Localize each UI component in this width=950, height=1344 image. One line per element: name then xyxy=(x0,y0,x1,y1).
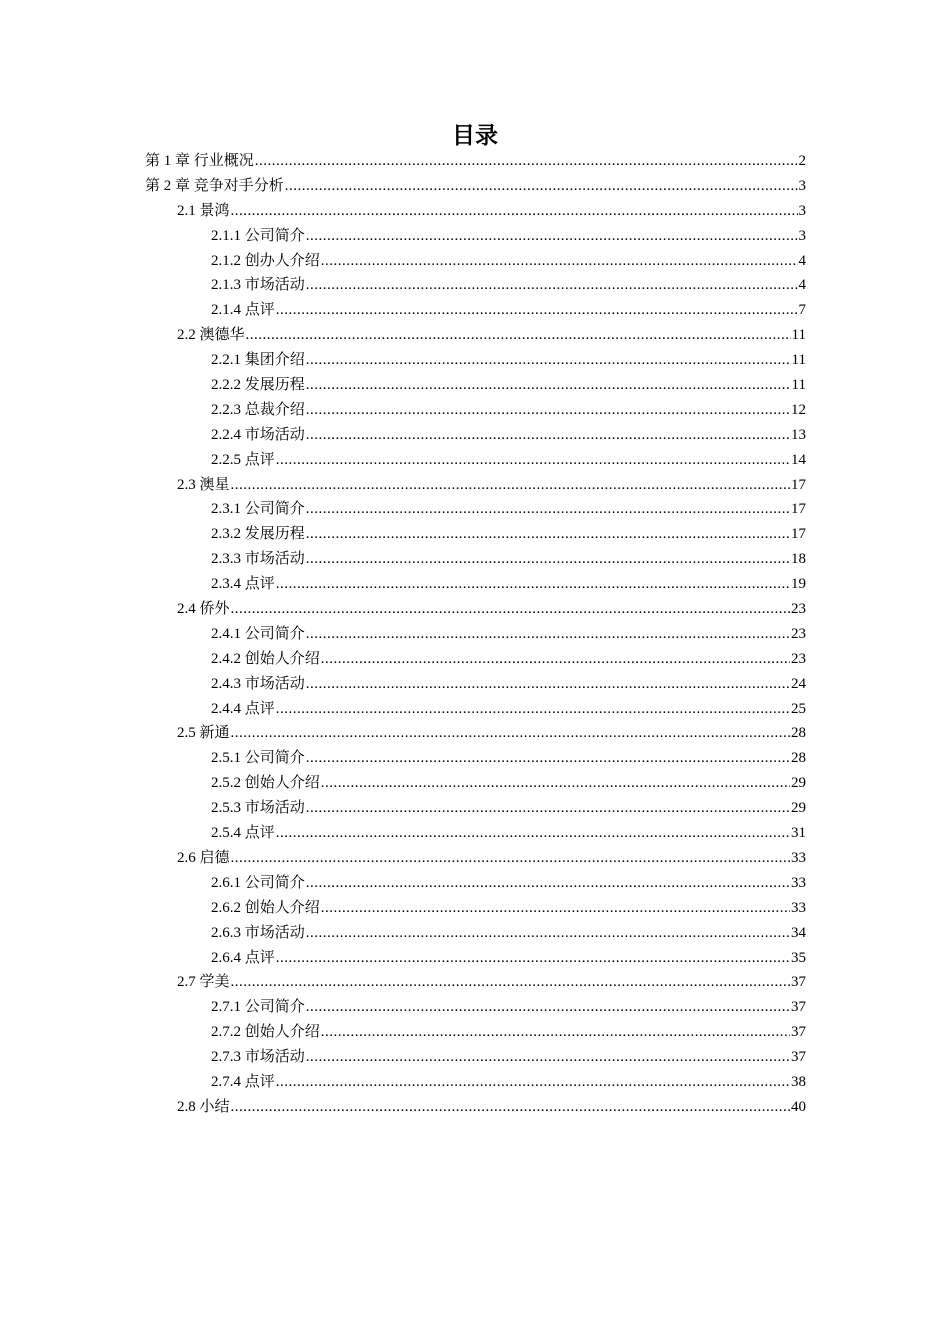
toc-entry-label: 2.4 侨外 xyxy=(177,601,230,618)
toc-entry[interactable] xyxy=(145,522,806,547)
toc-entry[interactable] xyxy=(145,423,806,448)
toc-page-number: 23 xyxy=(791,625,806,642)
toc-entry-label: 第 1 章 行业概况 xyxy=(145,153,254,169)
toc-entry[interactable] xyxy=(145,149,806,174)
toc-page-number: 28 xyxy=(791,725,806,742)
toc-entry-label: 2.3.3 市场活动 xyxy=(211,551,305,568)
toc-dot-leader xyxy=(246,323,791,348)
toc-dot-leader xyxy=(276,697,790,722)
toc-page-number: 17 xyxy=(791,526,806,543)
toc-page-number: 11 xyxy=(791,352,806,369)
toc-page-number: 28 xyxy=(791,750,806,767)
toc-entry-label: 2.6.2 创始人介绍 xyxy=(211,899,320,916)
toc-dot-leader xyxy=(231,1095,790,1120)
toc-entry-label: 2.3.1 公司简介 xyxy=(211,501,305,518)
toc-page-number: 18 xyxy=(791,551,806,568)
toc-entry[interactable] xyxy=(145,647,806,672)
toc-page-number: 37 xyxy=(791,1049,806,1066)
toc-dot-leader xyxy=(306,995,790,1020)
toc-entry[interactable] xyxy=(145,273,806,298)
toc-dot-leader xyxy=(306,373,791,398)
toc-page-number: 12 xyxy=(791,401,806,418)
toc-entry[interactable] xyxy=(145,871,806,896)
toc-dot-leader xyxy=(306,423,790,448)
toc-entry-label: 2.5.3 市场活动 xyxy=(211,800,305,817)
toc-page-number: 3 xyxy=(798,177,806,194)
toc-entry-label: 2.5 新通 xyxy=(177,725,230,742)
toc-entry[interactable] xyxy=(145,672,806,697)
toc-entry-label: 2.5.1 公司简介 xyxy=(211,750,305,767)
toc-entry[interactable] xyxy=(145,174,806,199)
toc-entry[interactable] xyxy=(145,1045,806,1070)
toc-entry-label: 第 2 章 竞争对手分析 xyxy=(145,177,284,194)
toc-page-number: 7 xyxy=(798,302,806,319)
toc-page-number: 17 xyxy=(791,501,806,518)
toc-dot-leader xyxy=(321,896,790,921)
toc-entry[interactable] xyxy=(145,1070,806,1095)
toc-entry-label: 2.2.3 总裁介绍 xyxy=(211,401,305,418)
toc-page-number: 29 xyxy=(791,800,806,817)
toc-entry-label: 2.1.3 市场活动 xyxy=(211,277,305,294)
toc-page-number: 11 xyxy=(791,377,806,394)
toc-page-number: 38 xyxy=(791,1073,806,1090)
toc-page-number: 37 xyxy=(791,999,806,1016)
toc-dot-leader xyxy=(306,348,791,373)
toc-entry[interactable] xyxy=(145,199,806,224)
toc-page-number: 17 xyxy=(791,476,806,493)
toc-page-number: 19 xyxy=(791,576,806,593)
toc-entry-label: 2.4.3 市场活动 xyxy=(211,675,305,692)
toc-page-number: 14 xyxy=(791,451,806,468)
toc-dot-leader xyxy=(306,1045,790,1070)
toc-dot-leader xyxy=(306,398,790,423)
toc-dot-leader xyxy=(276,821,790,846)
toc-page-number: 24 xyxy=(791,675,806,692)
toc-entry[interactable] xyxy=(145,846,806,871)
toc-entry[interactable] xyxy=(145,921,806,946)
toc-entry-label: 2.6.1 公司简介 xyxy=(211,874,305,891)
toc-entry[interactable] xyxy=(145,224,806,249)
toc-entry[interactable] xyxy=(145,821,806,846)
toc-entry[interactable] xyxy=(145,298,806,323)
toc-dot-leader xyxy=(276,946,790,971)
toc-entry-label: 2.7.2 创始人介绍 xyxy=(211,1024,320,1041)
toc-entry-label: 2.1.4 点评 xyxy=(211,302,275,319)
toc-entry[interactable] xyxy=(145,697,806,722)
toc-page-number: 2 xyxy=(798,153,806,169)
toc-page-number: 37 xyxy=(791,1024,806,1041)
toc-entry-label: 2.1.2 创办人介绍 xyxy=(211,252,320,269)
toc-entry-label: 2.4.2 创始人介绍 xyxy=(211,650,320,667)
toc-entry-label: 2.5.4 点评 xyxy=(211,825,275,842)
toc-entry-label: 2.4.4 点评 xyxy=(211,700,275,717)
toc-dot-leader xyxy=(276,572,790,597)
toc-entry-label: 2.3 澳星 xyxy=(177,476,230,493)
toc-entry[interactable] xyxy=(145,796,806,821)
toc-dot-leader xyxy=(321,771,790,796)
toc-dot-leader xyxy=(285,174,798,199)
toc-entry-label: 2.2.5 点评 xyxy=(211,451,275,468)
toc-entry[interactable] xyxy=(145,946,806,971)
toc-entry[interactable] xyxy=(145,721,806,746)
toc-entry-label: 2.7 学美 xyxy=(177,974,230,991)
toc-page-number: 35 xyxy=(791,949,806,966)
toc-dot-leader xyxy=(306,622,790,647)
toc-dot-leader xyxy=(306,796,790,821)
toc-dot-leader xyxy=(306,871,790,896)
toc-entry[interactable] xyxy=(145,348,806,373)
toc-page-number: 23 xyxy=(791,650,806,667)
toc-page-number: 33 xyxy=(791,874,806,891)
toc-entry[interactable] xyxy=(145,1020,806,1045)
toc-entry-label: 2.2 澳德华 xyxy=(177,327,245,344)
toc-page-number: 4 xyxy=(798,252,806,269)
toc-entry[interactable] xyxy=(145,547,806,572)
toc-entry[interactable] xyxy=(145,970,806,995)
toc-page-number: 34 xyxy=(791,924,806,941)
toc-dot-leader xyxy=(306,921,790,946)
toc-dot-leader xyxy=(276,298,798,323)
toc-entry[interactable] xyxy=(145,597,806,622)
table-of-contents xyxy=(145,149,806,1120)
toc-page-number: 4 xyxy=(798,277,806,294)
toc-entry[interactable] xyxy=(145,323,806,348)
toc-entry-label: 2.8 小结 xyxy=(177,1098,230,1115)
toc-dot-leader xyxy=(276,448,790,473)
toc-entry[interactable] xyxy=(145,448,806,473)
toc-dot-leader xyxy=(231,970,790,995)
toc-dot-leader xyxy=(306,746,790,771)
toc-dot-leader xyxy=(231,473,790,498)
toc-entry-label: 2.2.2 发展历程 xyxy=(211,377,305,394)
toc-page-number: 37 xyxy=(791,974,806,991)
toc-page-number: 3 xyxy=(798,202,806,219)
toc-entry-label: 2.2.1 集团介绍 xyxy=(211,352,305,369)
toc-entry[interactable] xyxy=(145,771,806,796)
toc-entry-label: 2.7.4 点评 xyxy=(211,1073,275,1090)
toc-entry-label: 2.2.4 市场活动 xyxy=(211,426,305,443)
toc-dot-leader xyxy=(231,199,798,224)
toc-entry[interactable] xyxy=(145,473,806,498)
toc-dot-leader xyxy=(321,249,798,274)
toc-dot-leader xyxy=(306,672,790,697)
toc-entry-label: 2.3.4 点评 xyxy=(211,576,275,593)
toc-page-number: 33 xyxy=(791,849,806,866)
toc-entry[interactable] xyxy=(145,572,806,597)
toc-entry-label: 2.7.1 公司简介 xyxy=(211,999,305,1016)
toc-entry-label: 2.6 启德 xyxy=(177,849,230,866)
toc-entry-label: 2.6.4 点评 xyxy=(211,949,275,966)
toc-dot-leader xyxy=(231,721,790,746)
toc-dot-leader xyxy=(306,273,798,298)
toc-entry-label: 2.6.3 市场活动 xyxy=(211,924,305,941)
toc-dot-leader xyxy=(306,497,790,522)
toc-entry[interactable] xyxy=(145,746,806,771)
toc-dot-leader xyxy=(321,1020,790,1045)
toc-page-number: 29 xyxy=(791,775,806,792)
toc-entry-label: 2.5.2 创始人介绍 xyxy=(211,775,320,792)
toc-dot-leader xyxy=(321,647,790,672)
toc-dot-leader xyxy=(306,224,798,249)
toc-entry-label: 2.1 景鸿 xyxy=(177,202,230,219)
toc-dot-leader xyxy=(255,149,798,174)
toc-entry[interactable] xyxy=(145,622,806,647)
toc-page-number: 3 xyxy=(798,227,806,244)
toc-entry[interactable] xyxy=(145,249,806,274)
toc-dot-leader xyxy=(231,597,790,622)
toc-entry[interactable] xyxy=(145,896,806,921)
toc-entry[interactable] xyxy=(145,373,806,398)
toc-entry[interactable] xyxy=(145,497,806,522)
toc-entry-label: 2.7.3 市场活动 xyxy=(211,1049,305,1066)
toc-entry-label: 2.3.2 发展历程 xyxy=(211,526,305,543)
toc-dot-leader xyxy=(306,522,790,547)
toc-entry-label: 2.1.1 公司简介 xyxy=(211,227,305,244)
toc-entry-label: 2.4.1 公司简介 xyxy=(211,625,305,642)
toc-page-number: 40 xyxy=(791,1098,806,1115)
toc-page-number: 25 xyxy=(791,700,806,717)
toc-page-number: 13 xyxy=(791,426,806,443)
toc-page-number: 11 xyxy=(791,327,806,344)
toc-page-number: 31 xyxy=(791,825,806,842)
toc-dot-leader xyxy=(306,547,790,572)
toc-entry[interactable] xyxy=(145,1095,806,1120)
toc-dot-leader xyxy=(231,846,790,871)
toc-entry[interactable] xyxy=(145,398,806,423)
toc-dot-leader xyxy=(276,1070,790,1095)
toc-page-number: 23 xyxy=(791,601,806,618)
toc-entry[interactable] xyxy=(145,995,806,1020)
page-title: 目录 xyxy=(452,123,498,149)
toc-page-number: 33 xyxy=(791,899,806,916)
